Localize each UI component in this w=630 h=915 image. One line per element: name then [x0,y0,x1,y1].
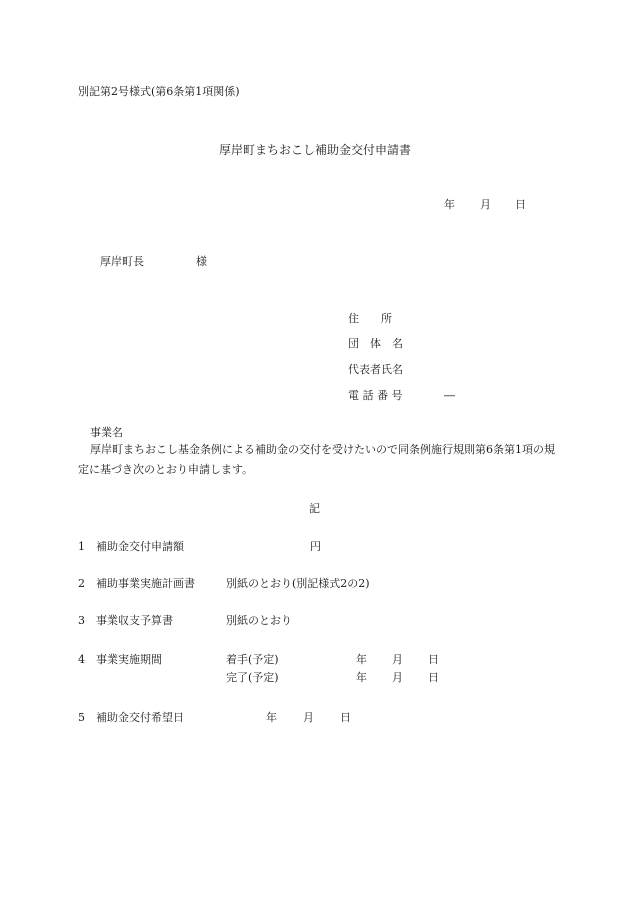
date-month-label: 月 [480,198,491,211]
phone-label: 電 話 番 号 [348,389,403,402]
item-5-year: 年 [266,711,277,724]
item-1-label: 補助金交付申請額 [96,540,184,553]
date-day-label: 日 [515,198,526,211]
project-name-label: 事業名 [90,426,123,439]
addressee-honorific: 様 [196,255,207,268]
item-1-unit: 円 [310,540,321,553]
form-label: 別記第2号様式(第6条第1項関係) [78,85,240,98]
phone-dash: ― [444,389,455,402]
item-4-start-day: 日 [428,653,439,666]
item-5-label: 補助金交付希望日 [96,711,184,724]
item-5-day: 日 [340,711,351,724]
item-4-label: 事業実施期間 [96,653,162,666]
item-2-value: 別紙のとおり(別記様式2の2) [226,577,370,590]
item-2-number: 2 [78,577,85,590]
item-4-end-day: 日 [428,671,439,684]
item-4-end-month: 月 [392,671,403,684]
date-year-label: 年 [444,198,455,211]
document-title: 厚岸町まちおこし補助金交付申請書 [219,143,412,157]
item-2-label: 補助事業実施計画書 [96,577,195,590]
item-1-number: 1 [78,540,85,553]
ki-heading: 記 [309,502,320,515]
item-5-number: 5 [78,711,85,724]
group-name-label: 団 体 名 [348,337,403,350]
item-4-start-year: 年 [356,653,367,666]
item-5-month: 月 [303,711,314,724]
item-4-start-month: 月 [392,653,403,666]
item-3-value: 別紙のとおり [226,614,292,627]
item-4-start-label: 着手(予定) [226,653,279,666]
item-3-label: 事業収支予算書 [96,614,173,627]
item-4-end-label: 完了(予定) [226,671,279,684]
item-4-end-year: 年 [356,671,367,684]
item-4-number: 4 [78,653,85,666]
item-3-number: 3 [78,614,85,627]
body-paragraph: 厚岸町まちおこし基金条例による補助金の交付を受けたいので同条例施行規則第6条第1項の規定に基づき次のとおり申請します。 [78,443,555,476]
address-label: 住 所 [348,312,392,325]
representative-label: 代表者氏名 [348,363,403,376]
addressee-name: 厚岸町長 [100,255,144,268]
